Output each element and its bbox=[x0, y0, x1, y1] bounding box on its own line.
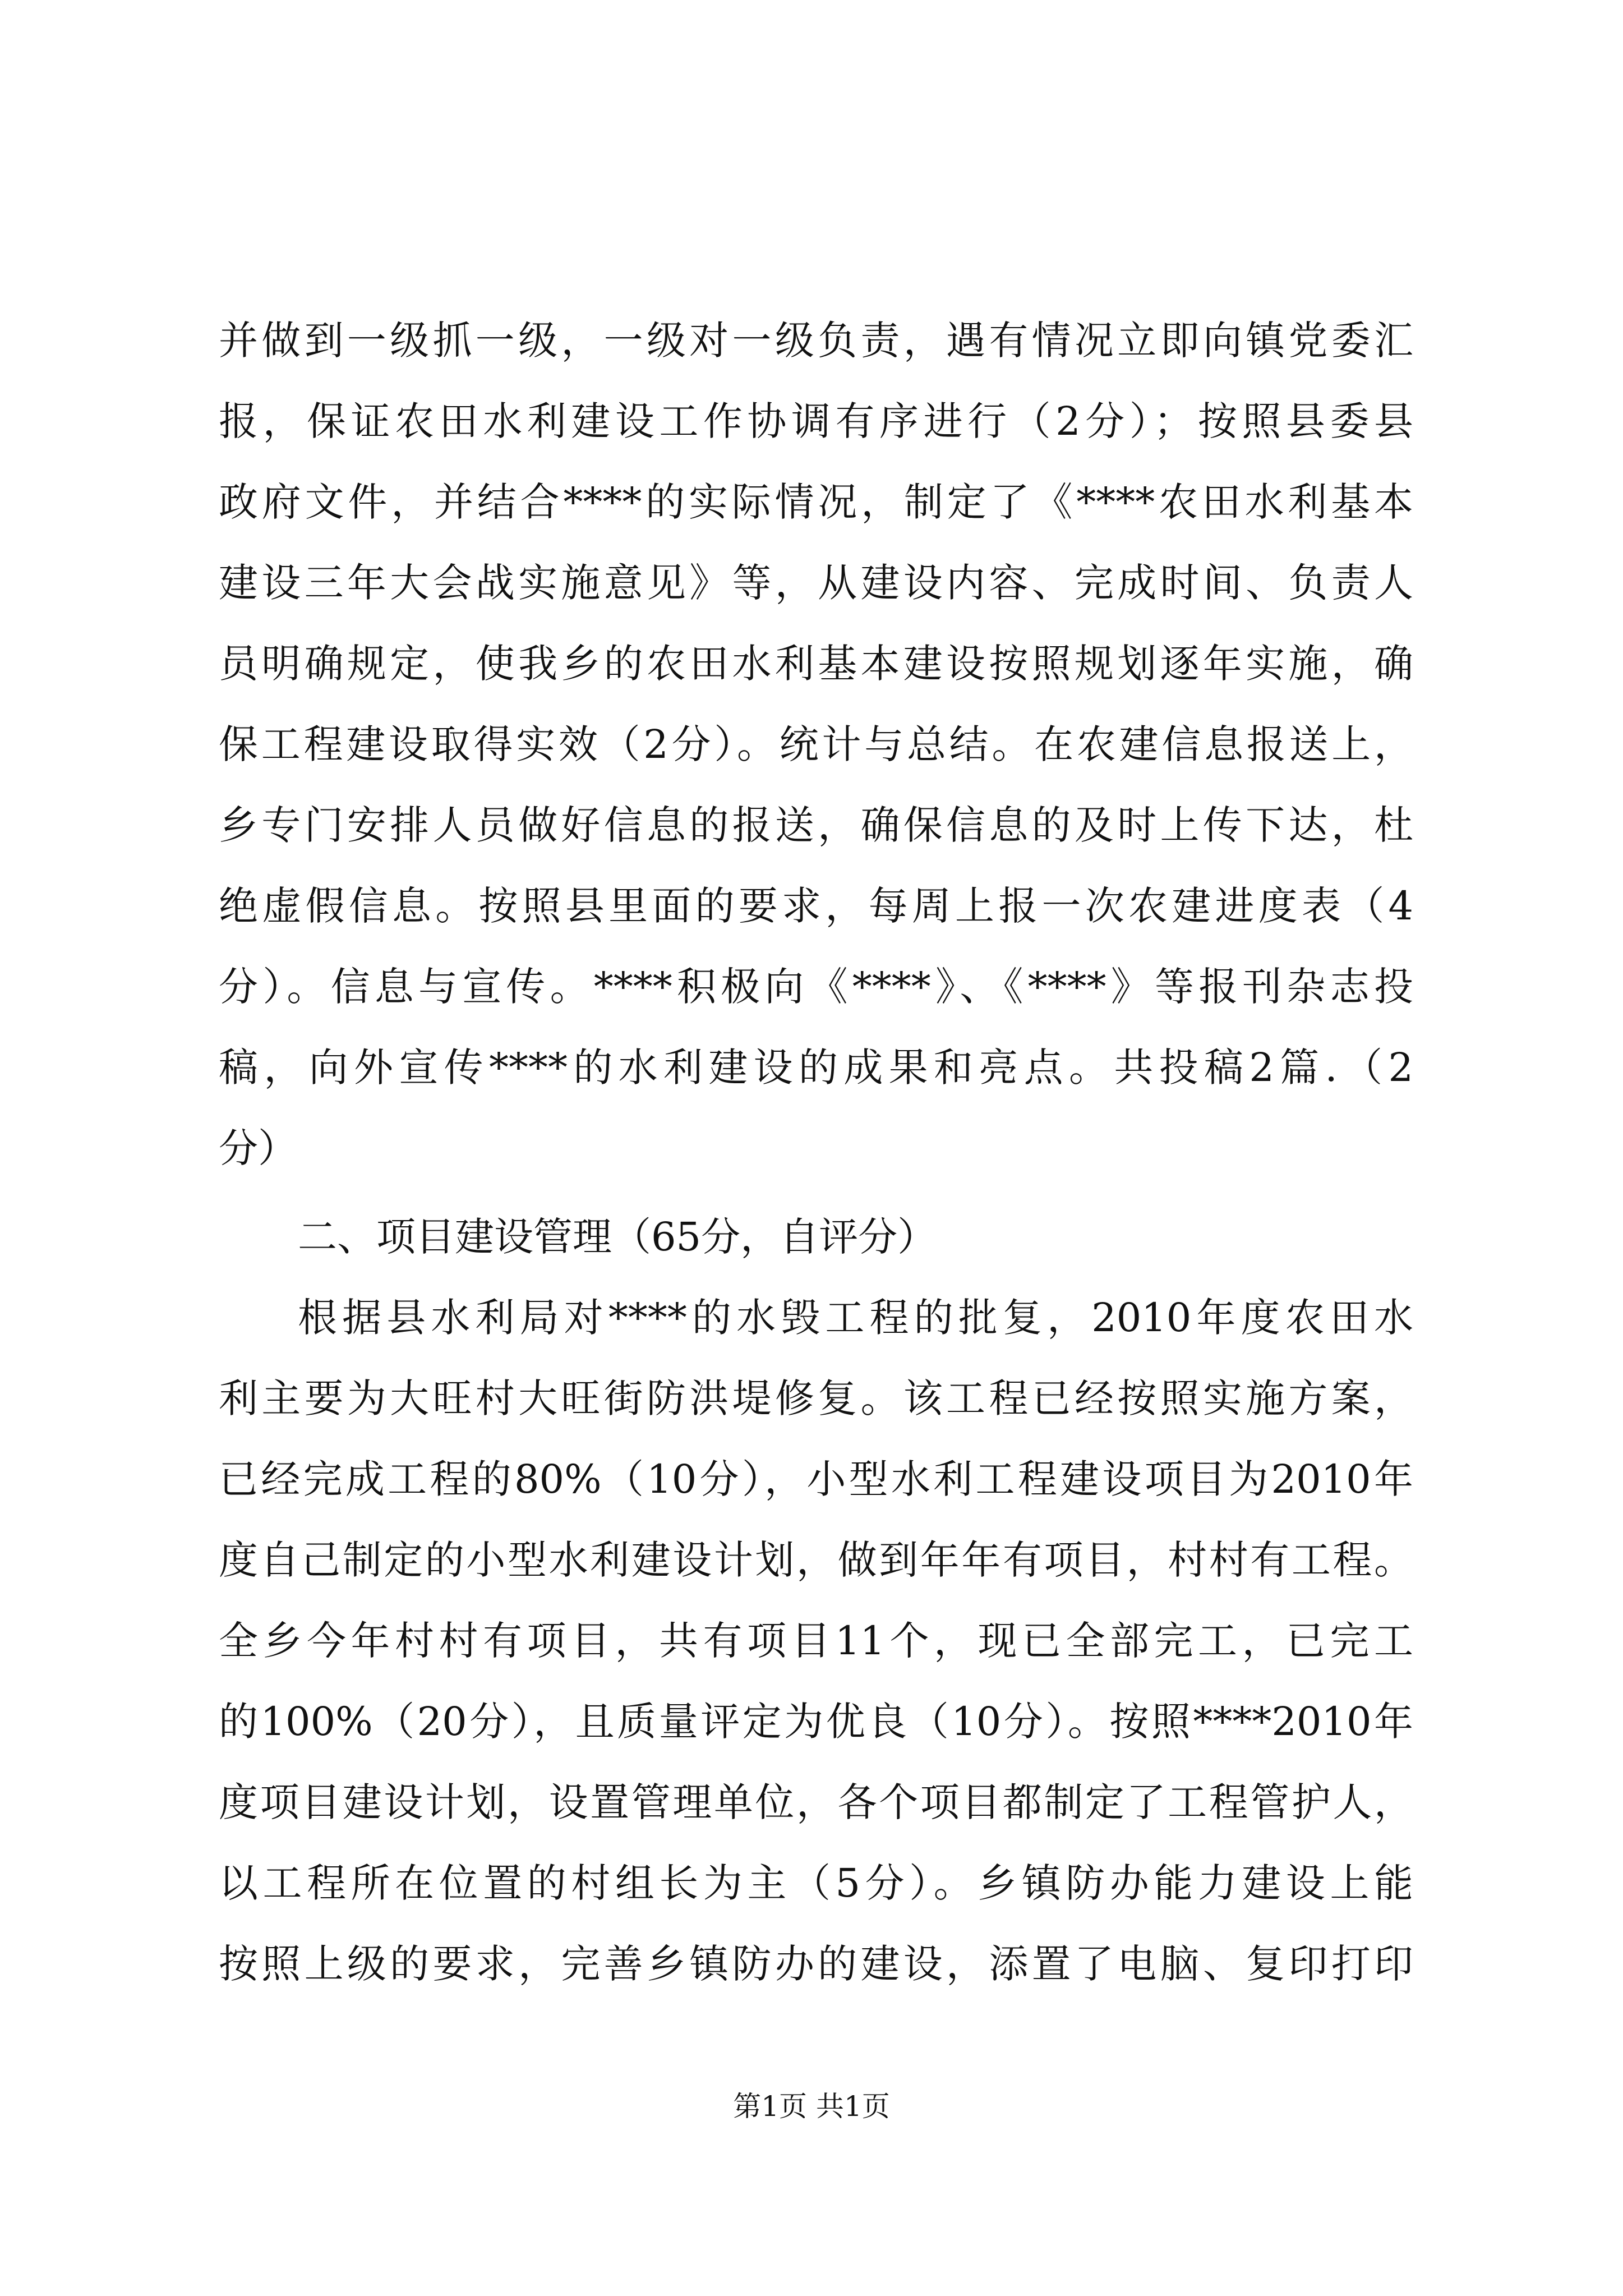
paragraph-line: 利主要为大旺村大旺街防洪堤修复。该工程已经按照实施方案， bbox=[219, 1375, 1413, 1421]
paragraph-line: 保工程建设取得实效（2分）。统计与总结。在农建信息报送上， bbox=[219, 721, 1413, 767]
paragraph-1 bbox=[219, 300, 1413, 1189]
paragraph-line: 员明确规定，使我乡的农田水利基本建设按照规划逐年实施，确 bbox=[219, 641, 1413, 687]
paragraph-line: 分）。信息与宣传。****积极向《****》、《****》等报刊杂志投 bbox=[219, 964, 1413, 1010]
paragraph-line: 的100%（20分），且质量评定为优良（10分）。按照****2010年 bbox=[219, 1699, 1413, 1745]
paragraph-line: 根据县水利局对****的水毁工程的批复，2010年度农田水 bbox=[298, 1295, 1413, 1341]
paragraph-line: 度项目建设计划，设置管理单位，各个项目都制定了工程管护人， bbox=[219, 1779, 1413, 1825]
document-body bbox=[219, 300, 1413, 2004]
paragraph-line: 绝虚假信息。按照县里面的要求，每周上报一次农建进度表（4 bbox=[219, 883, 1413, 929]
page-footer bbox=[0, 2087, 1623, 2126]
paragraph-line: 按照上级的要求，完善乡镇防办的建设，添置了电脑、复印打印 bbox=[219, 1941, 1413, 1987]
paragraph-line: 已经完成工程的80%（10分），小型水利工程建设项目为2010年 bbox=[219, 1456, 1413, 1502]
section-heading: 二、项目建设管理（65分，自评分） bbox=[298, 1214, 937, 1260]
paragraph-line: 报，保证农田水利建设工作协调有序进行（2分）；按照县委县 bbox=[219, 398, 1413, 444]
paragraph-line: 政府文件，并结合****的实际情况，制定了《****农田水利基本 bbox=[219, 479, 1413, 525]
page-number-label: 第1页 共1页 bbox=[733, 2090, 890, 2123]
paragraph-line: 分） bbox=[219, 1125, 297, 1171]
paragraph-line: 全乡今年村村有项目，共有项目11个，现已全部完工，已完工 bbox=[219, 1618, 1413, 1664]
paragraph-line: 建设三年大会战实施意见》等，从建设内容、完成时间、负责人 bbox=[219, 560, 1413, 606]
paragraph-line: 并做到一级抓一级，一级对一级负责，遇有情况立即向镇党委汇 bbox=[219, 318, 1413, 364]
paragraph-line: 度自己制定的小型水利建设计划，做到年年有项目，村村有工程。 bbox=[219, 1537, 1413, 1583]
paragraph-line: 以工程所在位置的村组长为主（5分）。乡镇防办能力建设上能 bbox=[219, 1860, 1413, 1906]
paragraph-line: 稿，向外宣传****的水利建设的成果和亮点。共投稿2篇.（2 bbox=[219, 1045, 1413, 1091]
paragraph-2 bbox=[219, 1277, 1413, 2004]
paragraph-line: 乡专门安排人员做好信息的报送，确保信息的及时上传下达，杜 bbox=[219, 802, 1413, 848]
